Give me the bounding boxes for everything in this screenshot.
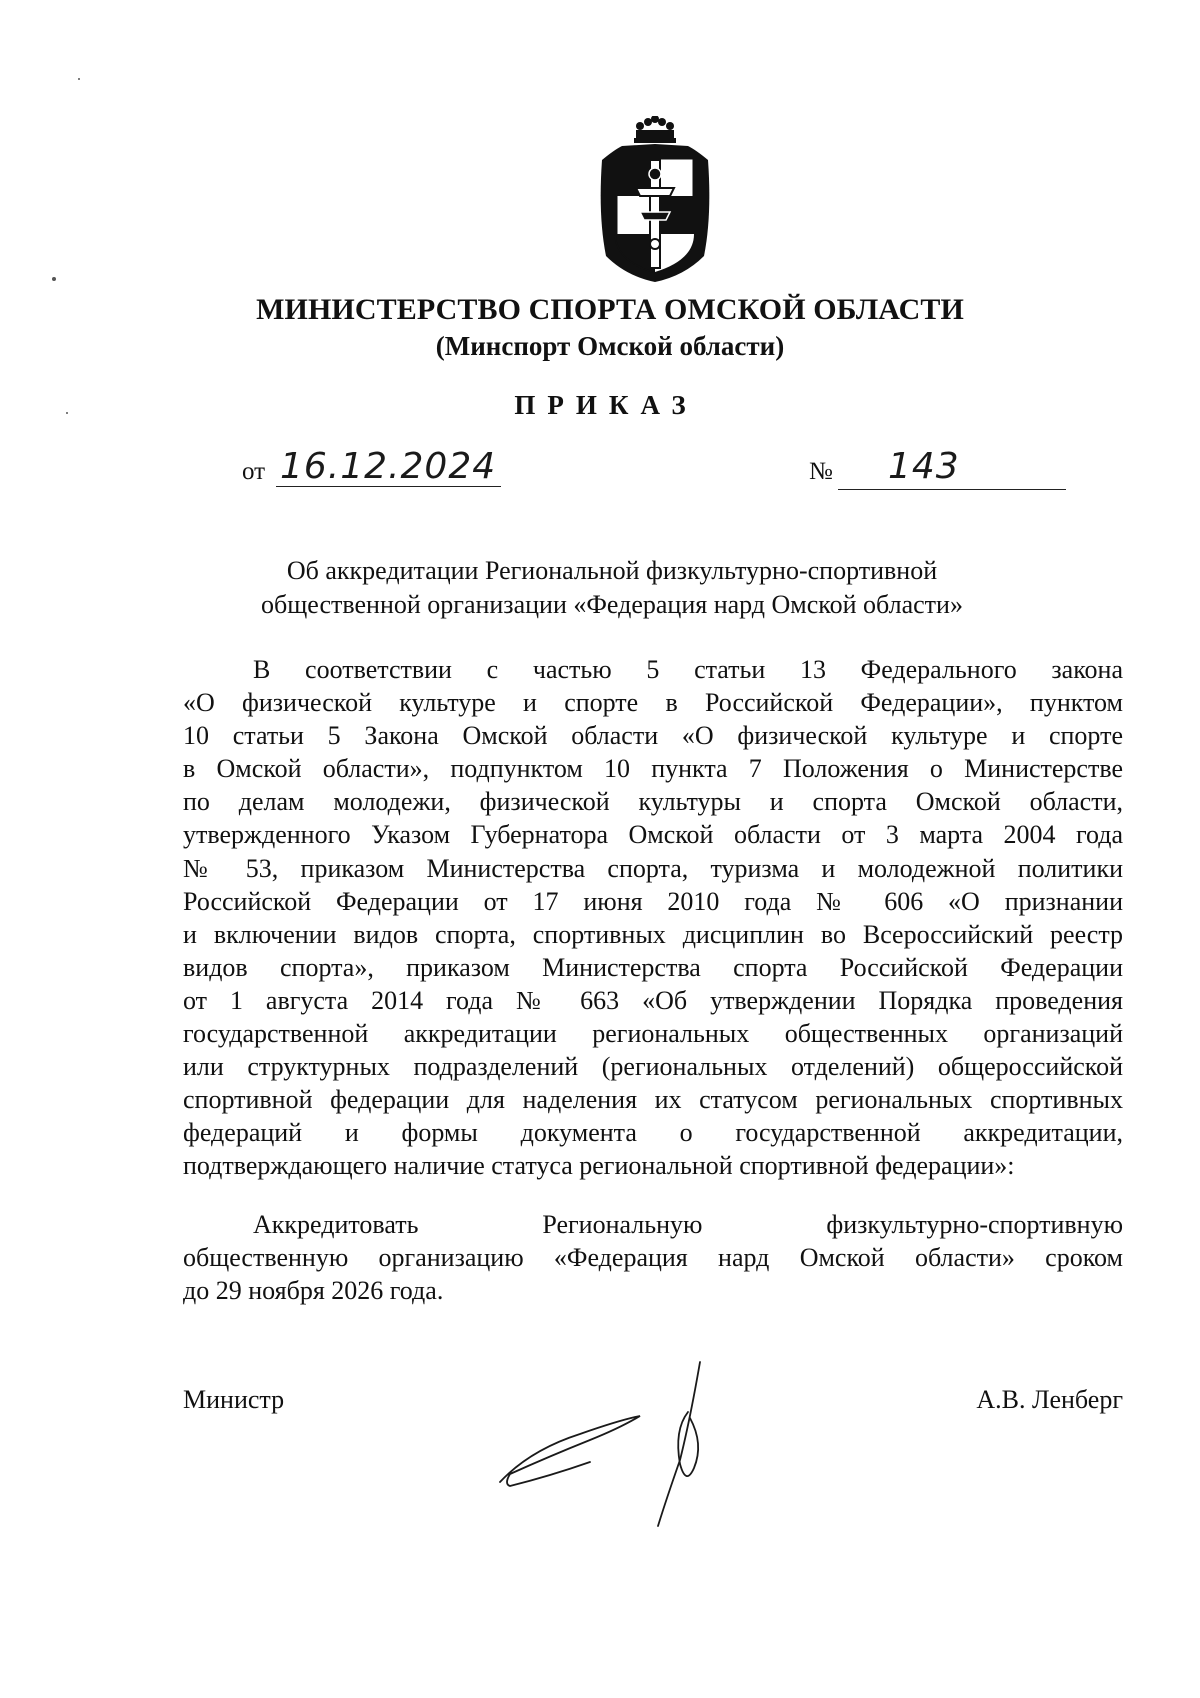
paragraph-line: в Омской области», подпунктом 10 пункта 7 Положения о Министерстве <box>183 754 1123 784</box>
date-label: от <box>242 458 266 485</box>
coat-of-arms-icon <box>596 116 714 284</box>
signatory-name: А.В. Ленберг <box>976 1385 1123 1414</box>
document-type: ПРИКАЗ <box>514 390 698 420</box>
number-label: № <box>809 458 833 485</box>
paragraph-line: видов спорта», приказом Министерства спорта Российской Федерации <box>183 952 1123 982</box>
paragraph-line: Аккредитовать Региональную физкультурно-спортивную <box>253 1210 1123 1239</box>
paragraph-line: по делам молодежи, физической культуры и спорта Омской области, <box>183 787 1123 817</box>
scan-speck <box>78 78 80 80</box>
paragraph-line: № 53, приказом Министерства спорта, туризма и молодежной политики <box>183 853 1123 883</box>
paragraph-line: федераций и формы документа о государственной аккредитации, <box>183 1118 1123 1148</box>
ministry-title: МИНИСТЕРСТВО СПОРТА ОМСКОЙ ОБЛАСТИ <box>256 293 964 326</box>
paragraph-line: 10 статьи 5 Закона Омской области «О физической культуре и спорте <box>183 721 1123 751</box>
paragraph-line: В соответствии с частью 5 статьи 13 Федерального закона <box>253 655 1123 684</box>
order-number: 143 <box>888 446 960 487</box>
paragraph-line: общественную организацию «Федерация нард Омской области» сроком <box>183 1243 1123 1273</box>
scan-speck <box>66 412 68 414</box>
body-paragraph-2 <box>183 1208 1123 1307</box>
paragraph-line: государственной аккредитации региональных общественных организаций <box>183 1019 1123 1049</box>
subject-line-1: Об аккредитации Региональной физкультурно-спортивной <box>286 556 938 585</box>
paragraph-line: до 29 ноября 2026 года. <box>183 1276 444 1306</box>
paragraph-line: от 1 августа 2014 года № 663 «Об утверждении Порядка проведения <box>183 985 1123 1015</box>
handwritten-signature <box>490 1360 730 1530</box>
ministry-short-title: (Минспорт Омской области) <box>435 331 785 361</box>
paragraph-line: утвержденного Указом Губернатора Омской области от 3 марта 2004 года <box>183 820 1123 850</box>
paragraph-line: подтверждающего наличие статуса региональной спортивной федерации»: <box>183 1151 1015 1181</box>
body-paragraph-1 <box>183 653 1123 1183</box>
paragraph-line: Российской Федерации от 17 июня 2010 года № 606 «О признании <box>183 886 1123 916</box>
paragraph-line: или структурных подразделений (региональных отделений) общероссийской <box>183 1052 1123 1082</box>
paragraph-line: спортивной федерации для наделения их статусом региональных спортивных <box>183 1085 1123 1115</box>
paragraph-line: «О физической культуре и спорте в Российской Федерации», пунктом <box>183 688 1123 718</box>
order-date: 16.12.2024 <box>280 446 497 487</box>
number-underline <box>838 489 1066 490</box>
scan-speck <box>52 277 56 281</box>
signatory-title: Министр <box>183 1385 285 1414</box>
paragraph-line: и включении видов спорта, спортивных дисциплин во Всероссийский реестр <box>183 919 1123 949</box>
subject-line-2: общественной организации «Федерация нард Омской области» <box>261 590 963 619</box>
